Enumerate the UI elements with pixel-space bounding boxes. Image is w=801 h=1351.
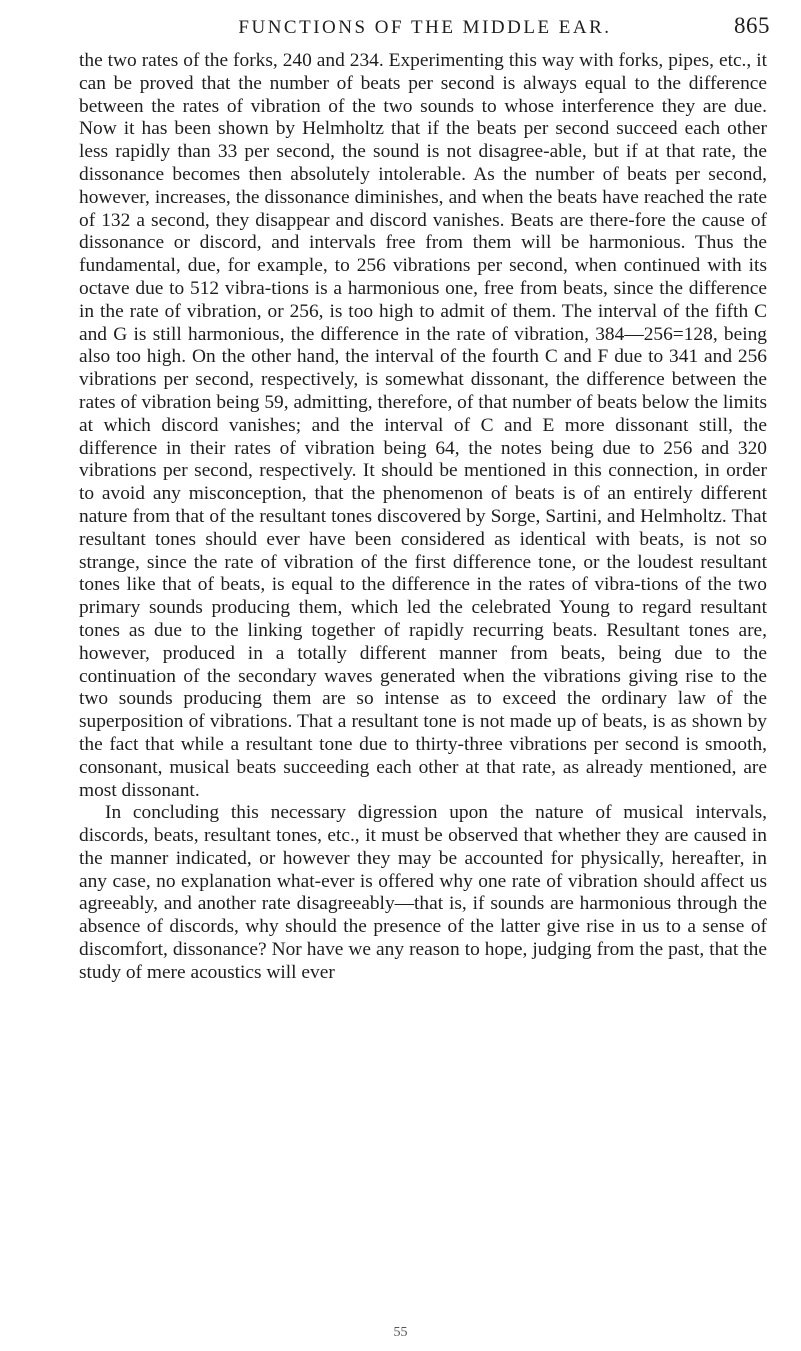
running-head bbox=[80, 8, 770, 44]
page-number: 865 bbox=[734, 13, 770, 38]
signature-mark: 55 bbox=[393, 1325, 408, 1340]
paragraph-1: the two rates of the forks, 240 and 234. Experimenting this way with forks, pipes, etc., it can be proved that the number of beats per second is always equal to the difference between the rates of vibration of the two sounds to whose interference they are due. Now it has been shown by Helmholtz that if the beats per second succeed each other less rapidly than 33 per second, the sound is not disagree-able, but if at that rate, the dissonance becomes then absolutely intolerable. As the number of beats per second, however, increases, the dissonance diminishes, and when the beats have reached the rate of 132 a second, they disappear and discord vanishes. Beats are there-fore the cause of dissonance or discord, and intervals free from them will be harmonious. Thus the fundamental, due, for example, to 256 vibrations per second, when continued with its octave due to 512 vibra-tions is a harmonious one, free from beats, since the difference in the rate of vibration, or 256, is too high to admit of them. The interval of the fifth C and G is still harmonious, the difference in the rate of vibration, 384—256=128, being also too high. On the other hand, the interval of the fourth C and F due to 341 and 256 vibrations per second, respectively, is somewhat dissonant, the difference between the rates of vibration being 59, admitting, therefore, of that number of beats below the limits at which discord vanishes; and the interval of C and E more dissonant still, the difference in their rates of vibration being 64, the notes being due to 256 and 320 vibrations per second, respectively. It should be mentioned in this connection, in order to avoid any misconception, that the phenomenon of beats is of an entirely different nature from that of the resultant tones discovered by Sorge, Sartini, and Helmholtz. That resultant tones should ever have been considered as identical with beats, is not so strange, since the rate of vibration of the first difference tone, or the loudest resultant tones like that of beats, is equal to the difference in the rates of vibra-tions of the two primary sounds producing them, which led the celebrated Young to regard resultant tones as due to the linking together of rapidly recurring beats. Resultant tones are, however, produced in a totally different manner from beats, being due to the continuation of the secondary waves generated when the vibrations giving rise to the two sounds producing them are so intense as to exceed the ordinary law of the superposition of vibrations. That a resultant tone is not made up of beats, is as shown by the fact that while a resultant tone due to thirty-three vibrations per second is smooth, consonant, musical beats succeeding each other at that rate, as already mentioned, are most dissonant. bbox=[79, 50, 767, 801]
body-text bbox=[79, 50, 767, 985]
running-title: FUNCTIONS OF THE MIDDLE EAR. bbox=[238, 17, 612, 38]
paragraph-2: In concluding this necessary digression upon the nature of musical intervals, discords, beats, resultant tones, etc., it must be observed that whether they are caused in the manner indicated, or however they may be accounted for physically, hereafter, in any case, no explanation what-ever is offered why one rate of vibration should affect us agreeably, and another rate disagreeably—that is, if sounds are harmonious through the absence of discords, why should the presence of the latter give rise in us to a sense of discomfort, dissonance? Nor have we any reason to hope, judging from the past, that the study of mere acoustics will ever bbox=[79, 802, 767, 983]
